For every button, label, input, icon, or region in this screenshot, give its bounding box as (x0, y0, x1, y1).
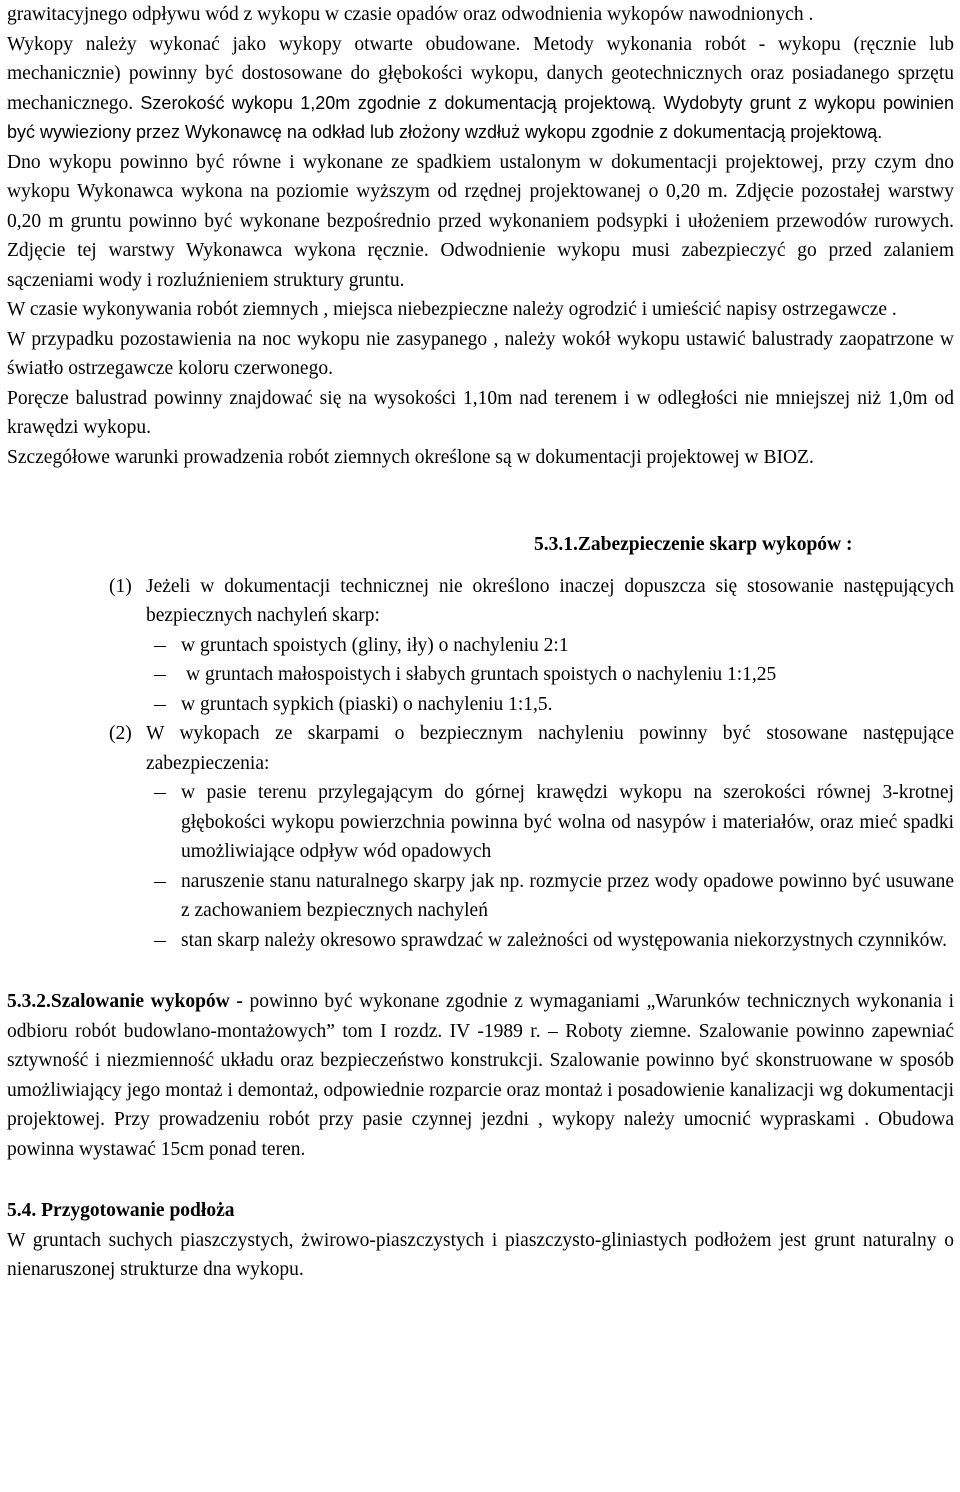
dash-bullet-icon (146, 660, 181, 690)
item-number: (2) (109, 723, 132, 744)
spacer (7, 955, 954, 987)
list-item: w gruntach małospoistych i słabych gruntach spoistych o nachyleniu 1:1,25 (7, 660, 954, 690)
section-532 (7, 987, 954, 1164)
paragraph-excavation-methods: Wykopy należy wykonać jako wykopy otwarte obudowane. Metody wykonania robót - wykopu (ręcznie lub mechanicznie) powinny być dostosowane do głębokości wykopu, danych geotechnicznych oraz posiadanego sprzętu mechanicznego. Szerokość wykopu 1,20m zgodnie z dokumentacją projektową. Wydobyty grunt z wykopu powinien być wywieziony przez Wykonawcę na odkład lub złożony wzdłuż wykopu zgodnie z dokumentacją projektową. (7, 33, 955, 142)
paragraph-excavation-bottom: Dno wykopu powinno być równe i wykonane ze spadkiem ustalonym w dokumentacji projektowej, przy czym dno wykopu Wykonawca wykona na poziomie wyższym od rzędnej projektowanej o 0,20 m. Zdjęcie pozostałej warstwy 0,20 m gruntu powinno być wykonane bezpośrednio przed wykonaniem podsypki i ułożeniem przewodów rurowych. Zdjęcie tej warstwy Wykonawca wykona ręcznie. Odwodnienie wykopu musi zabezpieczyć go przed zalaniem sączeniami wody i rozluźnieniem struktury gruntu. (7, 151, 954, 291)
dash-bullet-icon (146, 926, 181, 956)
paragraph-railings: Poręcze balustrad powinny znajdować się na wysokości 1,10m nad terenem i w odległości nie mniejszej niż 1,0m od krawędzi wykopu. (7, 387, 954, 438)
numbered-item-1 (7, 572, 954, 631)
section-heading-532: 5.3.2.Szalowanie wykopów - (7, 991, 243, 1012)
dash-bullet-icon (146, 631, 181, 661)
list-item: w gruntach sypkich (piaski) o nachyleniu 1:1,5. (7, 690, 954, 720)
section-heading-54: 5.4. Przygotowanie podłoża (7, 1200, 235, 1221)
dash-bullet-icon (146, 690, 181, 720)
paragraph-drainage: grawitacyjnego odpływu wód z wykopu w czasie opadów oraz odwodnienia wykopów nawodnionych . (7, 4, 814, 25)
dash-bullet-icon (146, 867, 181, 926)
item-text: Jeżeli w dokumentacji technicznej nie określono inaczej dopuszcza się stosowanie następujących bezpiecznych nachyleń skarp: (146, 575, 954, 626)
item-text: W wykopach ze skarpami o bezpiecznym nachyleniu powinny być stosowane następujące zabezpieczenia: (146, 723, 954, 774)
numbered-item-2 (7, 719, 954, 778)
list-item: stan skarp należy okresowo sprawdzać w zależności od występowania niekorzystnych czynników. (7, 926, 954, 956)
spacer (7, 560, 954, 572)
dash-bullet-icon (146, 778, 181, 867)
list-item: w pasie terenu przylegającym do górnej krawędzi wykopu na szerokości równej 3-krotnej głębokości wykopu powierzchnia powinna być wolna od nasypów i materiałów, oraz mieć spadki umożliwiające odpływ wód opadowych (7, 778, 954, 867)
section-532-text: powinno być wykonane zgodnie z wymaganiami „Warunków technicznych wykonania i odbioru robót budowlano-montażowych” tom I rozdz. IV -1989 r. – Roboty ziemne. Szalowanie powinno zapewniać sztywność i niezmienność układu oraz bezpieczeństwo konstrukcji. Szalowanie powinno być skonstruowane w sposób umożliwiający jego montaż i demontaż, odpowiednie rozparcie oraz montaż i posadowienie kanalizacji wg dokumentacji projektowej. Przy prowadzeniu robót przy pasie czynnej jezdni , wykopy należy umocnić wypraskami . Obudowa powinna wystawać 15cm ponad teren. (7, 991, 954, 1160)
paragraph-excavation-width: Szerokość wykopu 1,20m zgodnie z dokumentacją projektową. Wydobyty grunt z wykopu powinien być wywieziony przez Wykonawcę na odkład lub złożony wzdłuż wykopu zgodnie z dokumentacją projektową. (7, 92, 955, 142)
item-number: (1) (109, 575, 132, 597)
list-item: naruszenie stanu naturalnego skarpy jak np. rozmycie przez wody opadowe powinno być usuwane z zachowaniem bezpiecznych nachyleń (7, 867, 954, 926)
paragraph-warning-signs: W czasie wykonywania robót ziemnych , miejsca niebezpieczne należy ogrodzić i umieścić napisy ostrzegawcze . (7, 299, 897, 320)
paragraph-bioz: Szczegółowe warunki prowadzenia robót ziemnych określone są w dokumentacji projektowej w BIOZ. (7, 446, 814, 468)
paragraph-night-barriers: W przypadku pozostawienia na noc wykopu nie zasypanego , należy wokół wykopu ustawić balustrady zaopatrzone w światło ostrzegawcze koloru czerwonego. (7, 328, 954, 379)
list-item: w gruntach spoistych (gliny, iły) o nachyleniu 2:1 (7, 631, 954, 661)
spacer (7, 1164, 954, 1196)
section-54-text: W gruntach suchych piaszczystych, żwirowo-piaszczystych i piaszczysto-gliniastych podłożem jest grunt naturalny o nienaruszonej strukturze dna wykopu. (7, 1229, 954, 1280)
spacer (7, 472, 954, 530)
section-heading-531: 5.3.1.Zabezpieczenie skarp wykopów : (534, 534, 853, 555)
